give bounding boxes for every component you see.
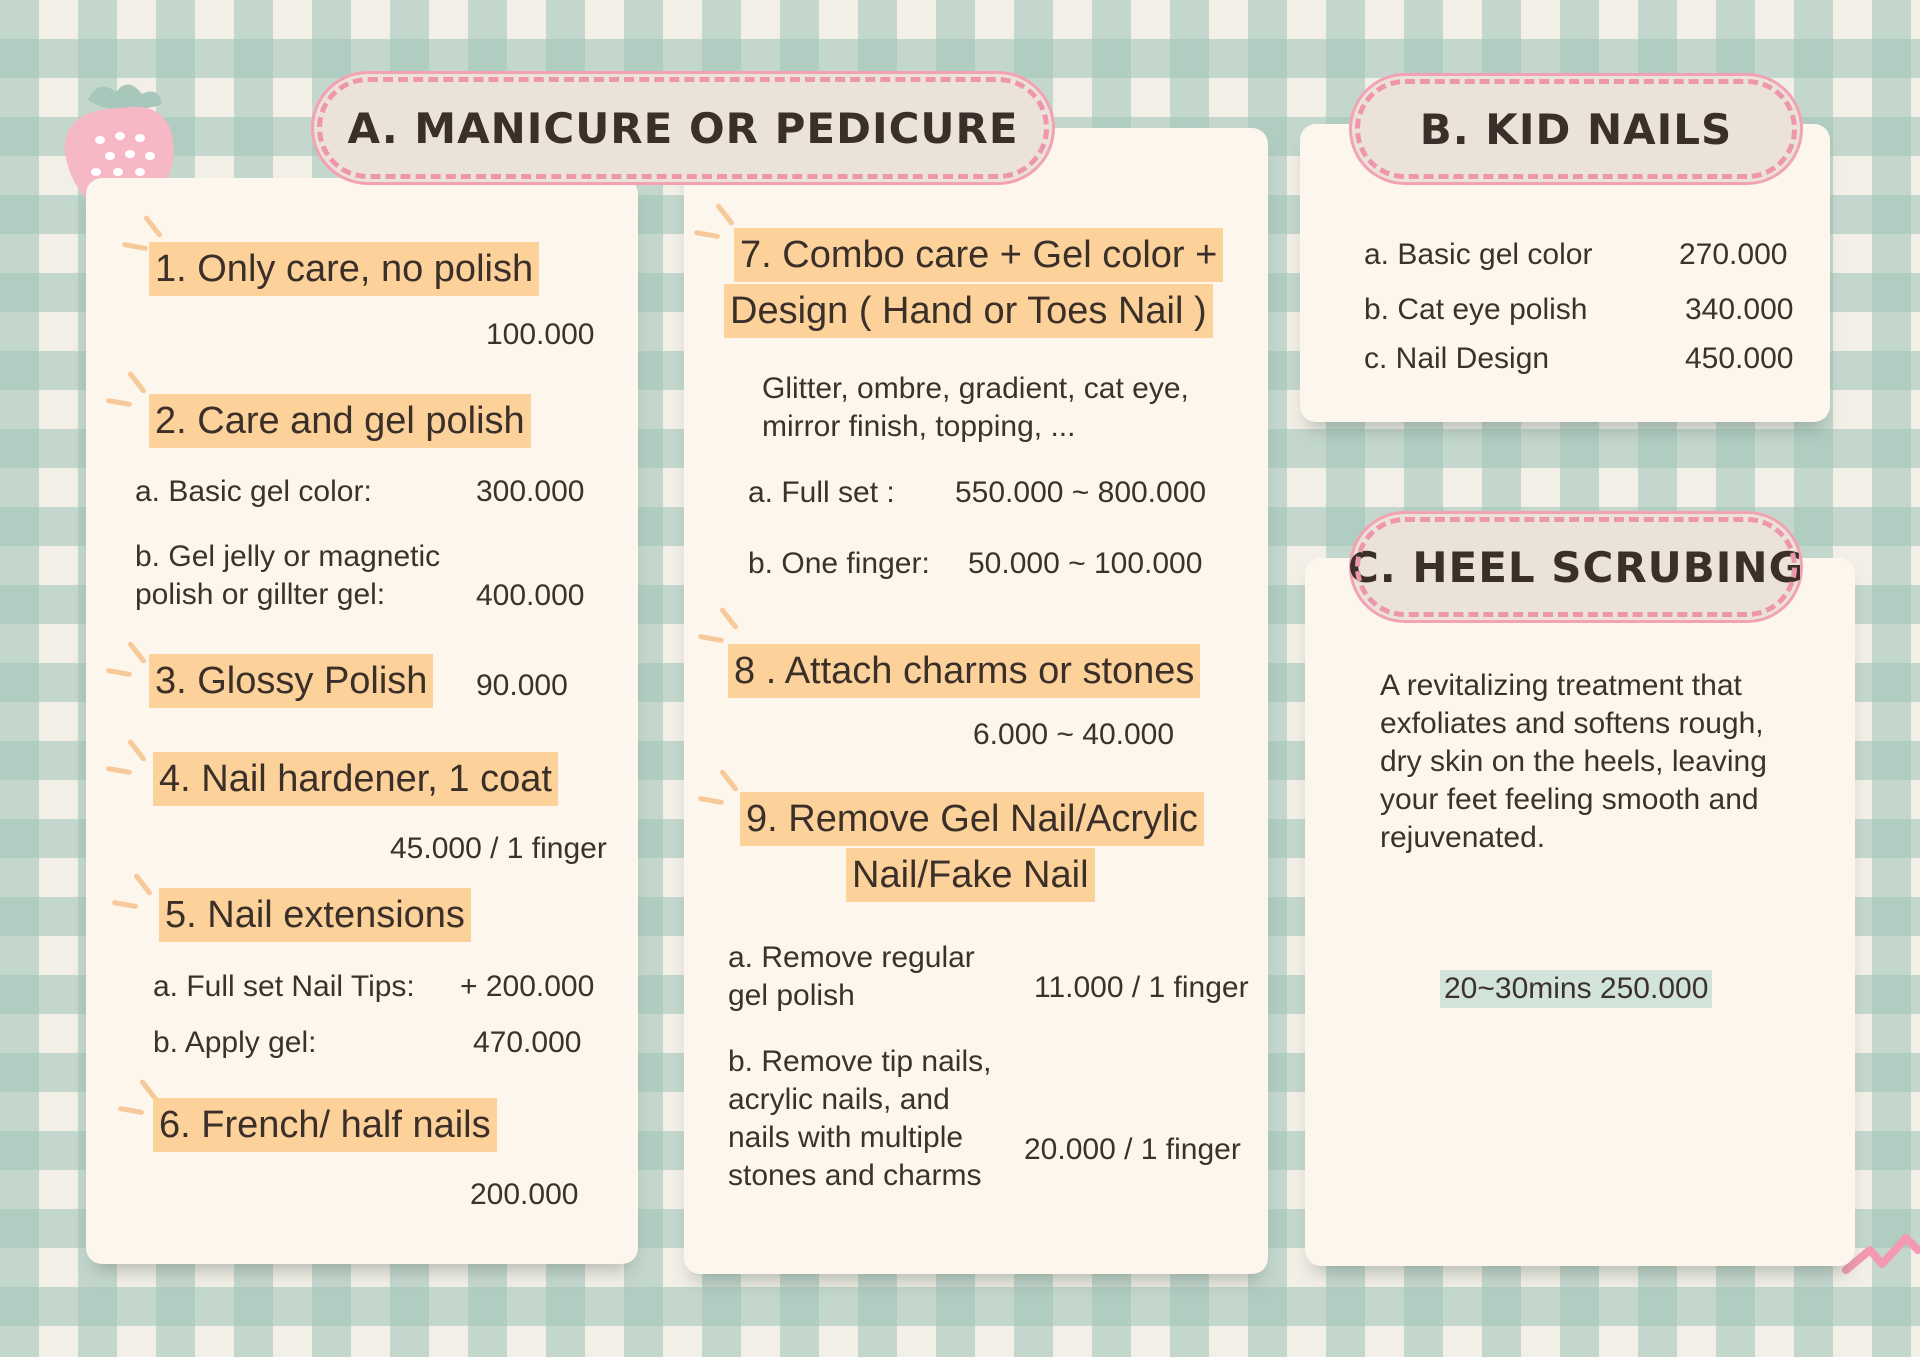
section-c-title-pill [1347, 518, 1805, 616]
sparkle-icon [698, 772, 738, 812]
item-5a-price: + 200.000 [460, 970, 595, 1003]
section-c-title: C. HEEL SCRUBING [1347, 542, 1805, 592]
item-9-title-line1: 9. Remove Gel Nail/Acrylic [740, 792, 1204, 846]
item-2a-label: a. Basic gel color: [135, 475, 372, 508]
item-4-price: 45.000 / 1 finger [390, 832, 607, 865]
item-5b-label: b. Apply gel: [153, 1026, 317, 1059]
item-2-title: 2. Care and gel polish [149, 394, 531, 448]
sparkle-icon [112, 876, 152, 916]
item-7b-price: 50.000 ~ 100.000 [968, 547, 1203, 580]
item-7-desc: Glitter, ombre, gradient, cat eye, mirror finish, topping, ... [762, 372, 1189, 443]
item-5-title: 5. Nail extensions [159, 888, 471, 942]
item-1-price: 100.000 [486, 318, 595, 351]
kid-row-a-price: 270.000 [1679, 238, 1788, 271]
item-1-title: 1. Only care, no polish [149, 242, 539, 296]
item-7-title-line2: Design ( Hand or Toes Nail ) [724, 284, 1213, 338]
section-b-title-pill [1356, 80, 1796, 178]
item-2b-price: 400.000 [476, 579, 585, 612]
kid-row-a-label: a. Basic gel color [1364, 238, 1593, 271]
sparkle-icon [106, 374, 146, 414]
kid-row-b-label: b. Cat eye polish [1364, 293, 1588, 326]
item-9a-price: 11.000 / 1 finger [1034, 971, 1249, 1004]
item-8-price: 6.000 ~ 40.000 [973, 718, 1175, 751]
item-2a-price: 300.000 [476, 475, 585, 508]
kid-row-c-price: 450.000 [1685, 342, 1794, 375]
item-5a-label: a. Full set Nail Tips: [153, 970, 415, 1003]
section-a-title: A. MANICURE OR PEDICURE [347, 103, 1019, 153]
item-6-price: 200.000 [470, 1178, 579, 1211]
item-3-price: 90.000 [476, 669, 568, 702]
item-5b-price: 470.000 [473, 1026, 582, 1059]
section-c-card [1305, 558, 1855, 1266]
item-7a-price: 550.000 ~ 800.000 [955, 476, 1207, 509]
sparkle-icon [118, 1082, 158, 1122]
item-8-title: 8 . Attach charms or stones [728, 644, 1200, 698]
item-6-title: 6. French/ half nails [153, 1098, 497, 1152]
item-7b-label: b. One finger: [748, 547, 930, 580]
sparkle-icon [106, 644, 146, 684]
section-b-title: B. KID NAILS [1419, 104, 1733, 154]
kid-row-b-price: 340.000 [1685, 293, 1794, 326]
section-a-title-pill [318, 78, 1048, 178]
kid-row-c-label: c. Nail Design [1364, 342, 1550, 375]
item-7a-label: a. Full set : [748, 476, 895, 509]
item-4-title: 4. Nail hardener, 1 coat [153, 752, 558, 806]
item-9-title-line2: Nail/Fake Nail [846, 848, 1095, 902]
sparkle-icon [694, 206, 734, 246]
item-9a-label: a. Remove regular gel polish [728, 941, 975, 1012]
item-9b-price: 20.000 / 1 finger [1024, 1133, 1241, 1166]
item-3-title: 3. Glossy Polish [149, 654, 433, 708]
item-7-title-line1: 7. Combo care + Gel color + [734, 228, 1223, 282]
heel-price: 20~30mins 250.000 [1440, 970, 1712, 1008]
heel-description: A revitalizing treatment that exfoliates and softens rough, dry skin on the heels, leaving your feet feeling smooth and rejuvenated. [1380, 669, 1767, 854]
sparkle-icon [106, 742, 146, 782]
item-9b-label: b. Remove tip nails, acrylic nails, and nails with multiple stones and charms [728, 1045, 992, 1192]
item-2b-label: b. Gel jelly or magnetic polish or gillter gel: [135, 540, 441, 611]
